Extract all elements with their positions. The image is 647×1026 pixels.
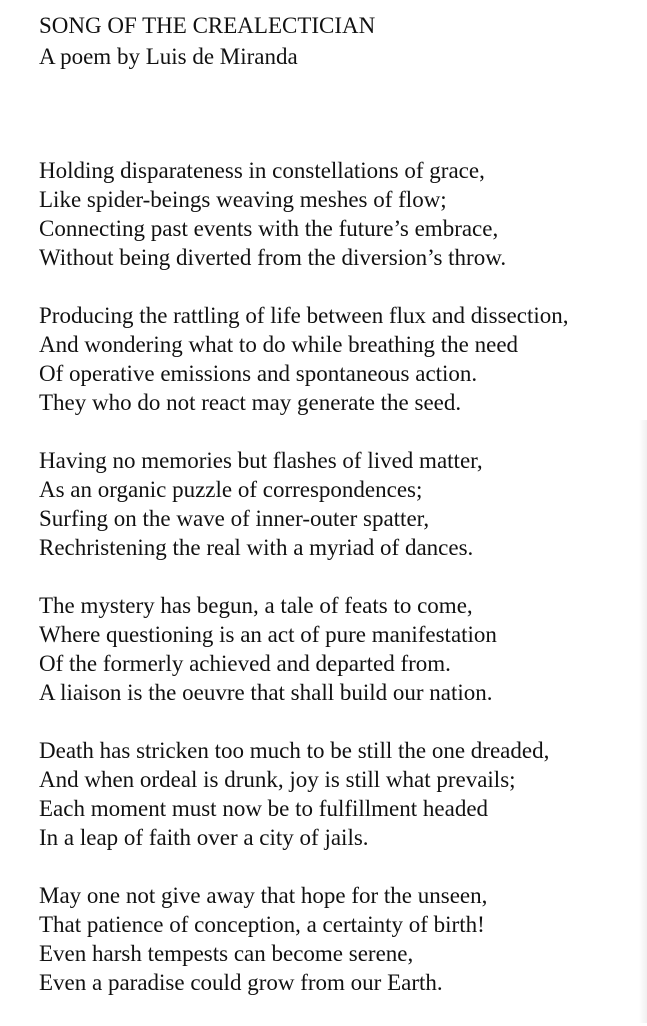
poem-line: That patience of conception, a certainty of birth! (39, 912, 485, 937)
poem-line: Like spider-beings weaving meshes of flow; (39, 187, 447, 212)
poem-line: Holding disparateness in constellations of grace, (39, 158, 485, 183)
stanza-1 (39, 156, 569, 272)
poem-line: Connecting past events with the future’s embrace, (39, 216, 499, 241)
poem-line: May one not give away that hope for the unseen, (39, 883, 488, 908)
page-edge-shadow (639, 420, 647, 1023)
poem-line: In a leap of faith over a city of jails. (39, 825, 369, 850)
poem-line: Surfing on the wave of inner-outer spatter, (39, 506, 430, 531)
poem-line: Rechristening the real with a myriad of dances. (39, 535, 474, 560)
poem-line: Each moment must now be to fulfillment headed (39, 796, 489, 821)
poem-subtitle: A poem by Luis de Miranda (39, 44, 298, 69)
poem-line: Without being diverted from the diversion’s throw. (39, 245, 507, 270)
poem-title: SONG OF THE CREALECTICIAN (39, 13, 376, 38)
poem-body (39, 156, 569, 1026)
poem-header (39, 10, 375, 72)
poem-line: Of operative emissions and spontaneous action. (39, 361, 478, 386)
poem-line: Producing the rattling of life between flux and dissection, (39, 303, 569, 328)
poem-line: Even a paradise could grow from our Earth. (39, 970, 443, 995)
stanza-6 (39, 881, 569, 997)
poem-line: And wondering what to do while breathing the need (39, 332, 519, 357)
poem-line: And when ordeal is drunk, joy is still what prevails; (39, 767, 516, 792)
stanza-4 (39, 591, 569, 707)
poem-line: Where questioning is an act of pure manifestation (39, 622, 497, 647)
poem-line: As an organic puzzle of correspondences; (39, 477, 423, 502)
stanza-2 (39, 301, 569, 417)
poem-line: They who do not react may generate the seed. (39, 390, 462, 415)
poem-line: Even harsh tempests can become serene, (39, 941, 414, 966)
poem-line: A liaison is the oeuvre that shall build our nation. (39, 680, 493, 705)
stanza-5 (39, 736, 569, 852)
stanza-3 (39, 446, 569, 562)
poem-line: Of the formerly achieved and departed from. (39, 651, 451, 676)
poem-line: The mystery has begun, a tale of feats to come, (39, 593, 473, 618)
poem-line: Death has stricken too much to be still the one dreaded, (39, 738, 550, 763)
poem-line: Having no memories but flashes of lived matter, (39, 448, 483, 473)
